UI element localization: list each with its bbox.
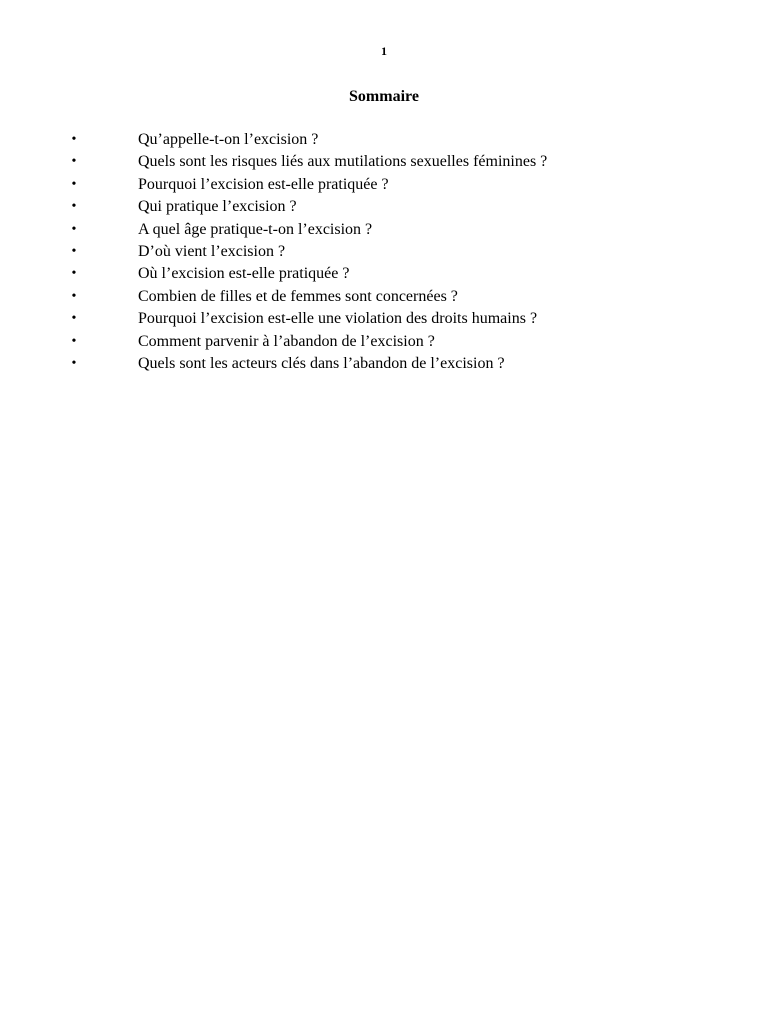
toc-item-text: A quel âge pratique-t-on l’excision ? bbox=[138, 220, 373, 238]
toc-item bbox=[0, 263, 768, 285]
toc-item bbox=[0, 196, 768, 218]
toc-item-text: Combien de filles et de femmes sont concernées ? bbox=[138, 287, 458, 305]
toc-item-text: Pourquoi l’excision est-elle pratiquée ? bbox=[138, 175, 389, 193]
bullet-icon: • bbox=[71, 333, 77, 349]
bullet-icon: • bbox=[71, 266, 77, 282]
toc-item-text: Comment parvenir à l’abandon de l’excision ? bbox=[138, 332, 435, 350]
bullet-icon: • bbox=[71, 311, 77, 327]
bullet-icon: • bbox=[71, 176, 77, 192]
table-of-contents bbox=[0, 129, 768, 375]
toc-item bbox=[0, 241, 768, 263]
toc-item bbox=[0, 331, 768, 353]
toc-item bbox=[0, 129, 768, 151]
page-number: 1 bbox=[381, 44, 387, 58]
bullet-icon: • bbox=[71, 221, 77, 237]
toc-item-text: Où l’excision est-elle pratiquée ? bbox=[138, 265, 350, 283]
bullet-icon: • bbox=[71, 288, 77, 304]
bullet-icon: • bbox=[71, 243, 77, 259]
bullet-icon: • bbox=[71, 154, 77, 170]
toc-item-text: Pourquoi l’excision est-elle une violation des droits humains ? bbox=[138, 310, 538, 328]
toc-item bbox=[0, 308, 768, 330]
toc-item bbox=[0, 286, 768, 308]
toc-item bbox=[0, 174, 768, 196]
toc-item-text: Quels sont les acteurs clés dans l’abandon de l’excision ? bbox=[138, 354, 505, 372]
bullet-icon: • bbox=[71, 199, 77, 215]
toc-item bbox=[0, 219, 768, 241]
toc-item-text: Qu’appelle-t-on l’excision ? bbox=[138, 131, 319, 148]
toc-item-text: Qui pratique l’excision ? bbox=[138, 198, 297, 216]
document-title: Sommaire bbox=[349, 88, 419, 105]
toc-item-text: D’où vient l’excision ? bbox=[138, 242, 286, 260]
toc-item-text: Quels sont les risques liés aux mutilations sexuelles féminines ? bbox=[138, 153, 548, 171]
toc-item bbox=[0, 353, 768, 375]
bullet-icon: • bbox=[71, 132, 77, 147]
bullet-icon: • bbox=[71, 355, 77, 371]
toc-item bbox=[0, 151, 768, 173]
